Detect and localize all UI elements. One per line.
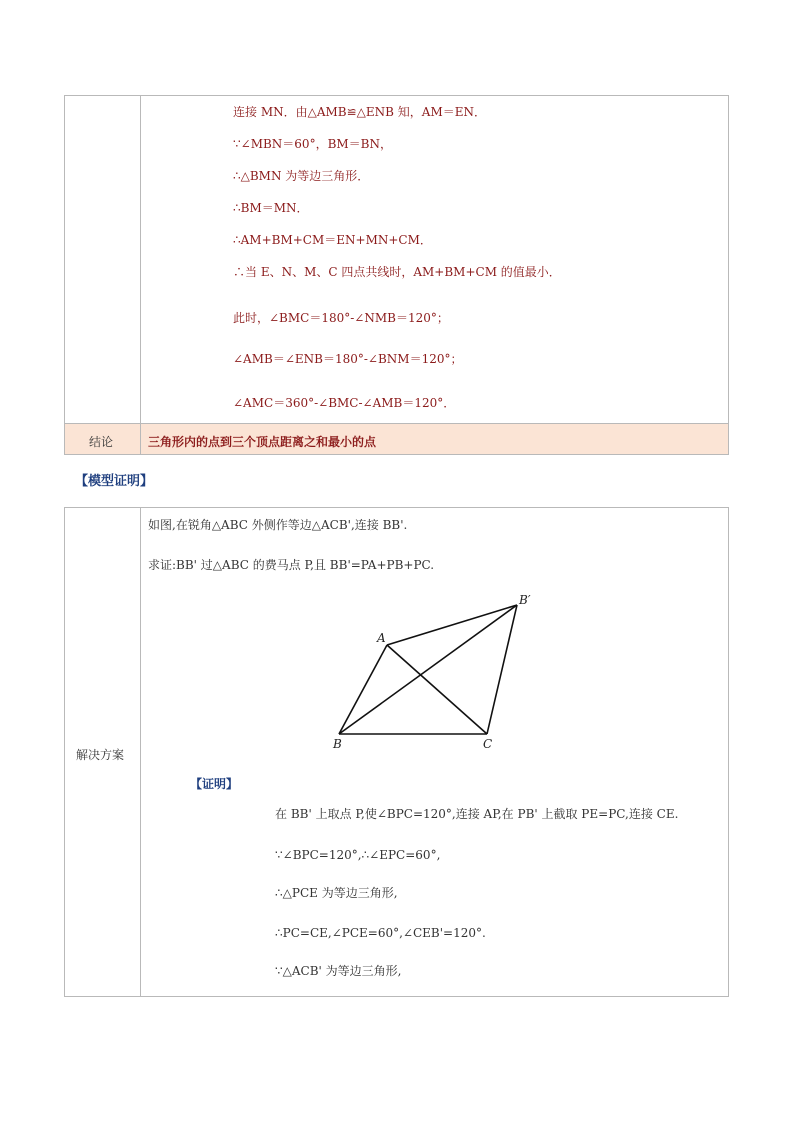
solution-line-2: ∵∠MBN＝60°，BM＝BN， [233,137,392,151]
proof-line-1: 在 BB' 上取点 P,使∠BPC=120°,连接 AP,在 PB' 上截取 PE=PC,连接 CE. [275,807,679,821]
label-B: B [333,737,342,751]
proof-line-5: ∵△ACB' 为等边三角形, [275,964,402,978]
triangle-figure [330,588,550,758]
label-B-prime: B′ [519,593,531,607]
intro-line-1: 如图,在锐角△ABC 外侧作等边△ACB',连接 BB'. [148,518,408,532]
row-label: 解决方案 [76,748,125,762]
label-A: A [377,631,386,645]
edge-AC [387,645,487,734]
solution-line-8: ∠AMB＝∠ENB＝180°-∠BNM＝120°； [233,352,463,366]
proof-table [64,507,729,997]
section-heading: 【模型证明】 [75,474,154,489]
proof-heading: 【证明】 [190,777,239,791]
intro-line-2: 求证:BB' 过△ABC 的费马点 P,且 BB'=PA+PB+PC. [148,558,435,572]
edge-BA [339,645,387,734]
solution-line-6: ∴当 E、N、M、C 四点共线时，AM+BM+CM 的值最小． [233,265,561,279]
proof-line-4: ∴PC=CE,∠PCE=60°,∠CEB'=120°. [275,926,486,940]
conclusion-label: 结论 [89,435,114,449]
edge-AB-prime [387,605,517,645]
solution-line-9: ∠AMC＝360°-∠BMC-∠AMB＝120°． [233,396,456,410]
conclusion-text: 三角形内的点到三个顶点距离之和最小的点 [148,435,377,449]
solution-line-4: ∴BM＝MN． [233,201,309,215]
label-C: C [483,737,493,751]
solution-line-7: 此时，∠BMC＝180°-∠NMB＝120°； [233,311,449,325]
edge-BB-prime [339,605,517,734]
proof-line-3: ∴△PCE 为等边三角形, [275,886,398,900]
proof-line-2: ∵∠BPC=120°,∴∠EPC=60°, [275,848,441,862]
column-divider [140,96,141,454]
solution-line-5: ∴AM+BM+CM＝EN+MN+CM． [233,233,432,247]
solution-table-continued [64,95,729,455]
solution-line-1: 连接 MN．由△AMB≌△ENB 知，AM＝EN． [233,105,486,119]
solution-line-3: ∴△BMN 为等边三角形． [233,169,370,183]
column-divider [140,508,141,996]
